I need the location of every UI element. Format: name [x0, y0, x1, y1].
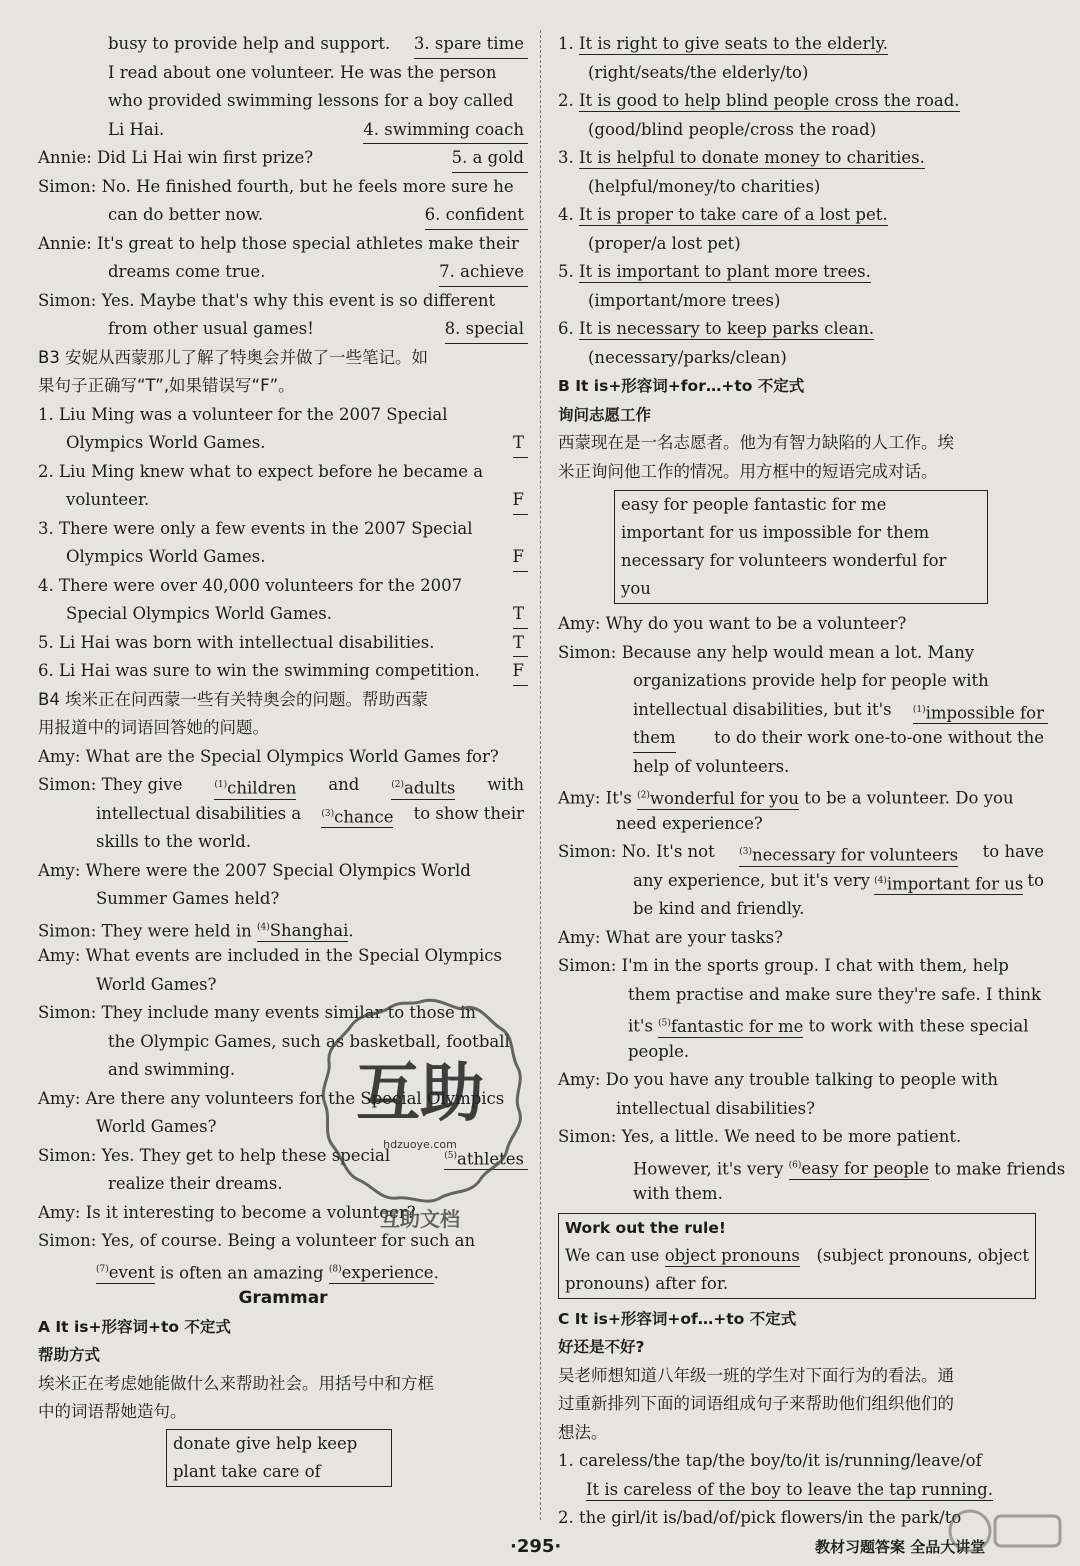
- answer: 7. achieve: [439, 258, 528, 287]
- dialog-line: Simon: I'm in the sports group. I chat with them, help: [558, 956, 1009, 975]
- tf-item: volunteer. F: [38, 486, 528, 515]
- answer: 8. special: [445, 315, 528, 344]
- b4-heading-cont: 用报道中的词语回答她的问题。: [38, 718, 269, 737]
- tf-answer: F: [513, 657, 528, 686]
- dialog-line: Simon: Yes, a little. We need to be more patient.: [558, 1127, 962, 1146]
- answer: It is proper to take care of a lost pet.: [579, 205, 888, 224]
- answer: It is necessary to keep parks clean.: [579, 319, 875, 338]
- dialog-line: Simon: They include many events similar to those in: [38, 1003, 476, 1022]
- answer: 6. confident: [425, 201, 528, 230]
- rule-line: We can use object pronouns (subject pronouns, object: [565, 1245, 1029, 1265]
- dialog-line: Annie: It's great to help those special athletes make their: [38, 233, 519, 253]
- tf-item: 2. Liu Ming knew what to expect before he became a: [38, 461, 484, 481]
- grammar-a-item: 5. It is important to plant more trees.: [558, 262, 871, 281]
- grammar-b-desc: 西蒙现在是一名志愿者。他为有智力缺陷的人工作。埃: [558, 433, 954, 452]
- answer: 5. a gold: [452, 144, 528, 173]
- blank-answer: them: [633, 724, 676, 753]
- tf-item: Special Olympics World Games. T: [38, 600, 528, 629]
- hint: (helpful/money/to charities): [588, 176, 821, 196]
- blank-answer: $^{(3)}$necessary for volunteers: [739, 838, 958, 867]
- dialog-line: the Olympic Games, such as basketball, football: [108, 1031, 510, 1051]
- tf-item: 5. Li Hai was born with intellectual disabilities. T: [38, 629, 528, 658]
- dialog-line: can do better now. 6. confident: [38, 201, 528, 230]
- blank-answer: $^{(1)}$impossible for: [913, 696, 1048, 725]
- stamp-url: hdzuoye.com: [383, 1138, 457, 1151]
- blank-answer: $^{(5)}$athletes: [444, 1142, 528, 1171]
- phrase-box: easy for people fantastic for me important for us impossible for them necessary for volunteers wonderful for you: [614, 490, 988, 604]
- dialog-line: Amy: Do you have any trouble talking to people with: [558, 1070, 999, 1089]
- hint: (proper/a lost pet): [588, 233, 741, 253]
- dialog-line: with them.: [633, 1184, 723, 1203]
- dialog-line: Amy: Why do you want to be a volunteer?: [558, 614, 907, 633]
- grammar-a-heading: A It is+形容词+to 不定式: [38, 1317, 231, 1336]
- rule-title: Work out the rule!: [565, 1218, 726, 1237]
- stamp-main-text: 互助: [356, 1057, 484, 1131]
- answer: It is helpful to donate money to charities.: [579, 148, 925, 167]
- dialog-line: Annie: Did Li Hai win first prize? 5. a gold: [38, 144, 528, 173]
- answer: It is good to help blind people cross the road.: [579, 91, 960, 110]
- dialog-line: $^{(7)}$event is often an amazing $^{(8)}$experience.: [96, 1263, 439, 1282]
- column-divider: [540, 30, 542, 1520]
- grammar-c-item: 2. the girl/it is/bad/of/pick flowers/in the park/to: [558, 1508, 962, 1527]
- blank-answer: $^{(4)}$important for us: [874, 867, 1023, 896]
- grammar-b-subheading: 询问志愿工作: [558, 405, 652, 424]
- b3-heading-cont: 果句子正确写“T”,如果错误写“F”。: [38, 376, 295, 395]
- tf-item: 3. There were only a few events in the 2007 Special: [38, 518, 473, 538]
- grammar-c-desc: 过重新排列下面的词语组成句子来帮助他们组织他们的: [558, 1394, 954, 1413]
- blank-answer: $^{(8)}$experience: [328, 1263, 434, 1282]
- blank-answer: $^{(5)}$fantastic for me: [658, 1016, 804, 1036]
- dialog-line: Simon: Because any help would mean a lot. Many: [558, 642, 975, 662]
- dialog-line: Simon: Yes. They get to help these special $^{(5)}$athletes: [38, 1142, 528, 1171]
- dialog-line: intellectual disabilities?: [616, 1098, 815, 1118]
- stamp-bottom-text: 互助文档: [380, 1207, 460, 1231]
- dialog-line: Simon: Yes, of course. Being a volunteer for such an: [38, 1231, 476, 1250]
- grammar-a-subheading: 帮助方式: [38, 1346, 101, 1364]
- dialog-line: I read about one volunteer. He was the person: [108, 62, 497, 82]
- stamp-logo: [315, 990, 525, 1240]
- tf-item: 4. There were over 40,000 volunteers for the 2007: [38, 575, 463, 595]
- blank-answer: $^{(3)}$chance: [321, 800, 393, 829]
- tf-answer: T: [513, 429, 528, 458]
- b4-heading: B4 埃米正在问西蒙一些有关特奥会的问题。帮助西蒙: [38, 689, 429, 709]
- dialog-line: be kind and friendly.: [633, 899, 805, 918]
- dialog-line: World Games?: [96, 974, 217, 994]
- blank-answer: $^{(7)}$event: [96, 1263, 155, 1282]
- hint: (good/blind people/cross the road): [588, 119, 877, 139]
- dialog-line: World Games?: [96, 1117, 217, 1136]
- answer: 3. spare time: [414, 30, 528, 59]
- dialog-line: intellectual disabilities a $^{(3)}$chance to show their: [38, 800, 528, 829]
- dialog-line: Amy: Where were the 2007 Special Olympics World: [38, 860, 471, 880]
- dialog-line: it's $^{(5)}$fantastic for me to work with these special: [628, 1016, 1029, 1036]
- dialog-line: However, it's very $^{(6)}$easy for people to make friends: [633, 1159, 1066, 1178]
- dialog-line: Simon: They give $^{(1)}$children and $^{(2)}$adults with: [38, 771, 528, 800]
- dialog-line: need experience?: [616, 813, 763, 833]
- grammar-c-desc: 想法。: [558, 1422, 608, 1442]
- right-column: [558, 30, 1066, 1533]
- grammar-title: Grammar: [238, 1288, 328, 1308]
- blank-answer: $^{(2)}$wonderful for you: [637, 788, 800, 808]
- dialog-line: intellectual disabilities, but it's $^{(1)}$impossible for: [558, 696, 1048, 725]
- grammar-c-heading: C It is+形容词+of…+to 不定式: [558, 1309, 797, 1328]
- grammar-a-item: 6. It is necessary to keep parks clean.: [558, 319, 875, 338]
- hint: (important/more trees): [588, 290, 781, 310]
- grammar-a-item: 3. It is helpful to donate money to charities.: [558, 148, 925, 167]
- dialog-line: Amy: It's $^{(2)}$wonderful for you to be a volunteer. Do you: [558, 788, 1014, 808]
- dialog-line: Summer Games held?: [96, 889, 280, 908]
- b3-heading: B3 安妮从西蒙那儿了解了特奥会并做了一些笔记。如: [38, 347, 429, 367]
- tf-item: Olympics World Games. T: [38, 429, 528, 458]
- blank-answer: $^{(6)}$easy for people: [788, 1159, 930, 1178]
- dialog-line: Amy: Are there any volunteers for the Special Olympics: [38, 1088, 505, 1108]
- grammar-c-item: 1. careless/the tap/the boy/to/it is/running/leave/of: [558, 1451, 982, 1470]
- tf-answer: T: [513, 600, 528, 629]
- tf-answer: F: [513, 543, 528, 572]
- tf-answer: F: [513, 486, 528, 515]
- answer: It is right to give seats to the elderly.: [579, 34, 888, 53]
- grammar-c-answer: It is careless of the boy to leave the tap running.: [586, 1479, 993, 1499]
- grammar-a-desc: 中的词语帮她造句。: [38, 1402, 187, 1421]
- grammar-b-heading: B It is+形容词+for…+to 不定式: [558, 377, 805, 395]
- answer: It is important to plant more trees.: [579, 262, 871, 281]
- rule-answer: object pronouns: [664, 1245, 800, 1265]
- hint: (necessary/parks/clean): [588, 347, 787, 367]
- left-column: [38, 30, 528, 1491]
- rule-box: [558, 1213, 1036, 1299]
- dialog-line: Amy: What events are included in the Special Olympics: [38, 946, 502, 965]
- dialog-line: organizations provide help for people with: [633, 671, 989, 690]
- grammar-c-desc: 吴老师想知道八年级一班的学生对下面行为的看法。通: [558, 1365, 954, 1385]
- tf-answer: T: [513, 629, 528, 658]
- grammar-a-item: 2. It is good to help blind people cross the road.: [558, 91, 960, 110]
- page-number: ·295·: [510, 1536, 562, 1557]
- dialog-line: them practise and make sure they're safe. I think: [628, 984, 1041, 1004]
- footer-text: 教材习题答案 全品大讲堂: [815, 1538, 986, 1556]
- answer: 4. swimming coach: [363, 116, 528, 145]
- dialog-line: any experience, but it's very $^{(4)}$important for us to: [558, 867, 1048, 896]
- grammar-a-item: 1. It is right to give seats to the elderly.: [558, 34, 888, 53]
- dialog-line: who provided swimming lessons for a boy called: [108, 91, 514, 110]
- dialog-line: Amy: What are your tasks?: [558, 927, 783, 947]
- grammar-b-desc: 米正询问他工作的情况。用方框中的短语完成对话。: [558, 461, 938, 481]
- blank-answer: $^{(4)}$Shanghai: [256, 921, 349, 940]
- dialog-line: Li Hai. 4. swimming coach: [38, 116, 528, 145]
- dialog-line: and swimming.: [108, 1060, 236, 1079]
- dialog-line: Amy: Is it interesting to become a volunteer?: [38, 1202, 416, 1222]
- corner-watermark-logo: [940, 1506, 1070, 1556]
- blank-answer: $^{(1)}$children: [214, 771, 296, 800]
- dialog-line: Simon: No. It's not $^{(3)}$necessary for volunteers to have: [558, 838, 1048, 867]
- hint: (right/seats/the elderly/to): [588, 62, 809, 82]
- dialog-line: Simon: No. He finished fourth, but he feels more sure he: [38, 176, 514, 196]
- word-box: donate give help keep plant take care of: [166, 1429, 392, 1487]
- blank-answer: $^{(2)}$adults: [391, 771, 455, 800]
- tf-item: Olympics World Games. F: [38, 543, 528, 572]
- dialog-line: them to do their work one-to-one without the: [558, 724, 1048, 753]
- rule-line: pronouns) after for.: [565, 1273, 729, 1293]
- dialog-line: help of volunteers.: [633, 756, 790, 776]
- tf-item: 6. Li Hai was sure to win the swimming competition. F: [38, 657, 528, 686]
- dialog-line: from other usual games! 8. special: [38, 315, 528, 344]
- dialog-line: dreams come true. 7. achieve: [38, 258, 528, 287]
- dialog-line: skills to the world.: [96, 832, 252, 851]
- dialog-line: Simon: They were held in $^{(4)}$Shanghai.: [38, 921, 354, 940]
- dialog-line: Simon: Yes. Maybe that's why this event is so different: [38, 290, 496, 310]
- grammar-a-desc: 埃米正在考虑她能做什么来帮助社会。用括号中和方框: [38, 1373, 434, 1393]
- grammar-c-subheading: 好还是不好?: [558, 1338, 645, 1356]
- dialog-line: realize their dreams.: [108, 1174, 283, 1193]
- dialog-line: Amy: What are the Special Olympics World Games for?: [38, 746, 499, 766]
- dialog-line: people.: [628, 1041, 690, 1061]
- tf-item: 1. Liu Ming was a volunteer for the 2007 Special: [38, 404, 448, 424]
- grammar-a-item: 4. It is proper to take care of a lost pet.: [558, 205, 888, 224]
- dialog-line: busy to provide help and support. 3. spare time: [38, 30, 528, 59]
